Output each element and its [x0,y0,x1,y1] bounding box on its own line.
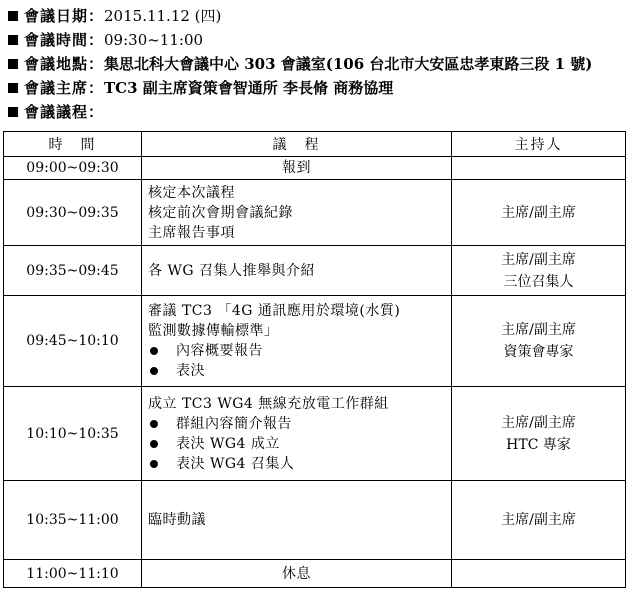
column-header-time: 時 間 [4,132,142,157]
bullet-item [148,434,445,454]
host-name: 主席/副主席 [501,204,576,221]
meeting-location-line [8,52,630,76]
table-row [4,481,626,560]
host-name: 主席/副主席 [501,414,576,431]
agenda-table [3,131,626,588]
host-name: 資策會專家 [503,344,574,360]
agenda-line: 監測數據傳輸標準」 [148,323,279,339]
meeting-agenda-label: 會議議程： [24,103,105,121]
time-cell: 09:35~09:45 [4,246,142,296]
meeting-info [8,4,630,124]
meeting-chair-value: TC3 副主席資策會智通所 李長脩 商務協理 [104,79,394,97]
agenda-line: 報到 [282,160,311,176]
time-cell: 10:10~10:35 [4,387,142,481]
square-bullet-icon [8,83,18,93]
bullet-text: 表決 [176,363,205,379]
meeting-time-label: 會議時間： [24,31,105,49]
meeting-date-value: 2015.11.12 (四) [104,7,222,25]
table-header-row [4,132,626,157]
agenda-cell [142,560,452,588]
bullet-text: 表決 WG4 召集人 [176,455,295,472]
bullet-item [148,341,445,361]
table-row [4,246,626,296]
host-cell [452,180,626,246]
agenda-line: 休息 [282,565,311,582]
bullet-dot-icon [150,440,158,448]
square-bullet-icon [8,35,18,45]
time-cell: 11:00~11:10 [4,560,142,588]
meeting-time-value: 09:30~11:00 [104,31,204,49]
host-name: HTC 專家 [506,436,571,453]
host-name: 三位召集人 [503,273,574,290]
square-bullet-icon [8,11,18,21]
agenda-line: 審議 TC3 「4G 通訊應用於環境(水質) [148,303,401,319]
square-bullet-icon [8,59,18,69]
meeting-date-label: 會議日期： [24,7,105,25]
meeting-chair-line [8,76,630,100]
host-name: 主席/副主席 [501,512,576,528]
host-cell [452,157,626,180]
table-row [4,180,626,246]
meeting-time-line [8,28,630,52]
bullet-item [148,361,445,381]
host-cell [452,481,626,560]
bullet-dot-icon [150,347,158,355]
bullet-item [148,454,445,474]
agenda-line: 成立 TC3 WG4 無線充放電工作群組 [148,395,389,412]
bullet-dot-icon [150,460,158,468]
agenda-cell [142,157,452,180]
table-row [4,387,626,481]
agenda-line: 臨時動議 [148,512,206,528]
time-cell: 09:30~09:35 [4,180,142,246]
agenda-cell [142,387,452,481]
agenda-line: 核定前次會期會議紀錄 [148,204,293,221]
bullet-dot-icon [150,420,158,428]
bullet-item [148,414,445,434]
time-cell: 09:45~10:10 [4,296,142,387]
agenda-line: 各 WG 召集人推舉與介紹 [148,262,315,279]
meeting-date-line [8,4,630,28]
table-row [4,296,626,387]
column-header-agenda: 議 程 [142,132,452,157]
agenda-line: 主席報告事項 [148,224,235,241]
square-bullet-icon [8,107,18,117]
time-cell: 09:00~09:30 [4,157,142,180]
host-cell [452,296,626,387]
host-name: 主席/副主席 [501,322,576,338]
meeting-location-label: 會議地點： [24,55,105,73]
table-row [4,157,626,180]
host-cell [452,246,626,296]
agenda-cell [142,180,452,246]
agenda-cell [142,296,452,387]
host-cell [452,560,626,588]
bullet-text: 內容概要報告 [176,343,263,359]
meeting-agenda-line [8,100,630,124]
agenda-cell [142,481,452,560]
bullet-text: 表決 WG4 成立 [176,435,280,452]
bullet-dot-icon [150,367,158,375]
agenda-line: 核定本次議程 [148,184,235,201]
agenda-cell [142,246,452,296]
meeting-location-value: 集思北科大會議中心 303 會議室(106 台北市大安區忠孝東路三段 1 號) [104,55,593,73]
table-row [4,560,626,588]
host-cell [452,387,626,481]
host-name: 主席/副主席 [501,251,576,268]
column-header-host: 主持人 [452,132,626,157]
time-cell: 10:35~11:00 [4,481,142,560]
bullet-text: 群組內容簡介報告 [176,415,292,432]
meeting-chair-label: 會議主席： [24,79,105,97]
